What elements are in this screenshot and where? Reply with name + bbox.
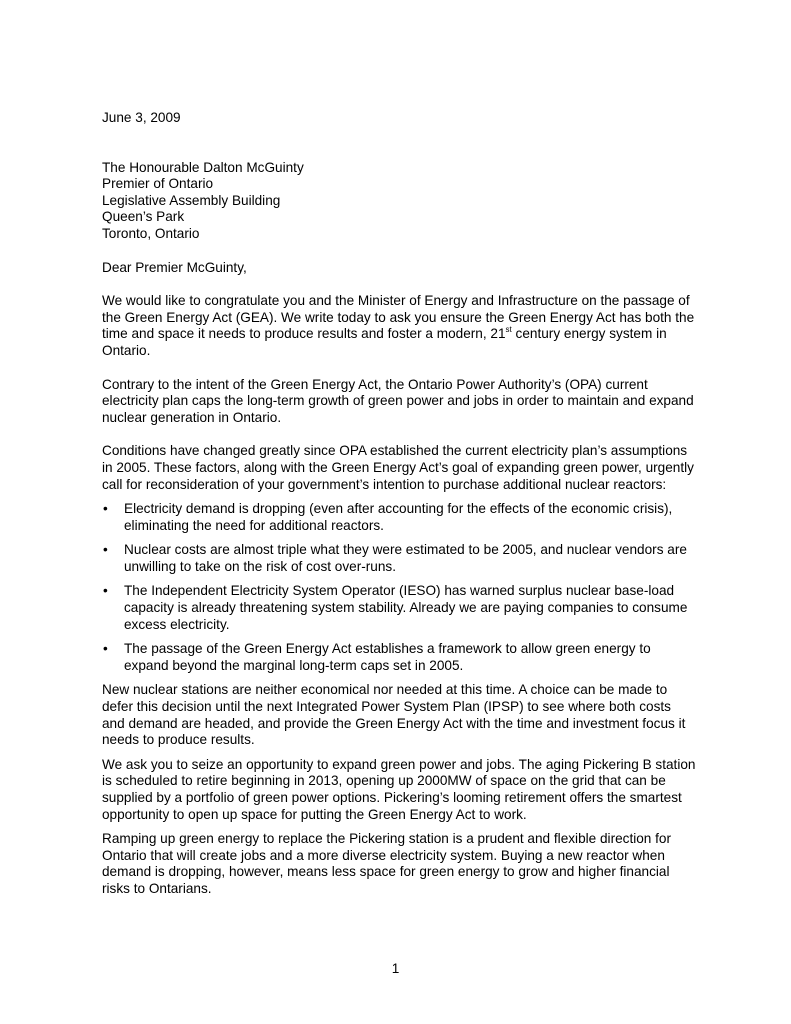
list-item [102,542,697,575]
list-item-text: Nuclear costs are almost triple what they were estimated to be 2005, and nuclear vendors are unwilling to take on the risk of cost over-runs. [124,542,687,574]
paragraph-pickering-opportunity: We ask you to seize an opportunity to expand green power and jobs. The aging Pickering B station is scheduled to retire beginning in 2013, opening up 2000MW of space on the grid that can be supplied by a portfolio of green power options. Pickering’s looming retirement offers the smartest opportunity to open up space for putting the Green Energy Act to work. [102,756,696,822]
factors-list [102,501,697,674]
bullet-icon: • [103,583,108,599]
list-item-text: The Independent Electricity System Operator (IESO) has warned surplus nuclear base-load capacity is already threatening system stability. Already we are paying companies to consume excess electricity. [124,583,688,632]
address-line: Toronto, Ontario [102,225,200,241]
paragraph-conditions: Conditions have changed greatly since OPA established the current electricity plan’s assumptions in 2005. These factors, along with the Green Energy Act’s goal of expanding green power, urgently call for reconsideration of your government’s intention to purchase additional nuclear reactors: [102,443,694,492]
page-number: 1 [391,961,400,976]
bullet-icon: • [103,501,108,517]
paragraph-opa-plan: Contrary to the intent of the Green Energy Act, the Ontario Power Authority’s (OPA) current electricity plan caps the long-term growth of green power and jobs in order to maintain and expand nuclear generation in Ontario. [102,376,694,425]
list-item [102,641,697,674]
address-line: Queen’s Park [102,209,185,225]
paragraph-conclusion: Ramping up green energy to replace the Pickering station is a prudent and flexible direction for Ontario that will create jobs and a more diverse electricity system. Buying a new reactor when demand is dropping, however, means less space for green energy to grow and higher financial risks to Ontarians. [102,831,672,896]
address-line: The Honourable Dalton McGuinty [102,159,304,175]
letter-body [102,110,697,906]
intro-text: We would like to congratulate you and the Minister of Energy and Infrastructure on the passage of the Green Energy Act (GEA). We write today to ask you ensure the Green Energy Act has both the time and space it needs to produce results and foster a modern, 21 [102,293,695,342]
list-item [102,501,697,534]
recipient-address [102,160,697,243]
bullet-icon: • [103,641,108,657]
intro-text-end: century energy system in Ontario. [102,326,667,358]
list-item [102,583,697,633]
ordinal-superscript: st [505,325,512,335]
address-line: Legislative Assembly Building [102,192,281,208]
paragraph-defer-decision: New nuclear stations are neither economical nor needed at this time. A choice can be made to defer this decision until the next Integrated Power System Plan (IPSP) to see where both costs and demand are headed, and provide the Green Energy Act with the time and investment focus it needs to produce results. [102,682,686,748]
intro-paragraph [102,293,697,359]
bullet-icon: • [103,542,108,558]
salutation: Dear Premier McGuinty, [102,259,247,275]
list-item-text: Electricity demand is dropping (even after accounting for the effects of the economic crisis), eliminating the need for additional reactors. [124,501,673,533]
address-line: Premier of Ontario [102,176,214,192]
letter-date: June 3, 2009 [102,110,181,125]
list-item-text: The passage of the Green Energy Act establishes a framework to allow green energy to expand beyond the marginal long-term caps set in 2005. [124,641,651,673]
